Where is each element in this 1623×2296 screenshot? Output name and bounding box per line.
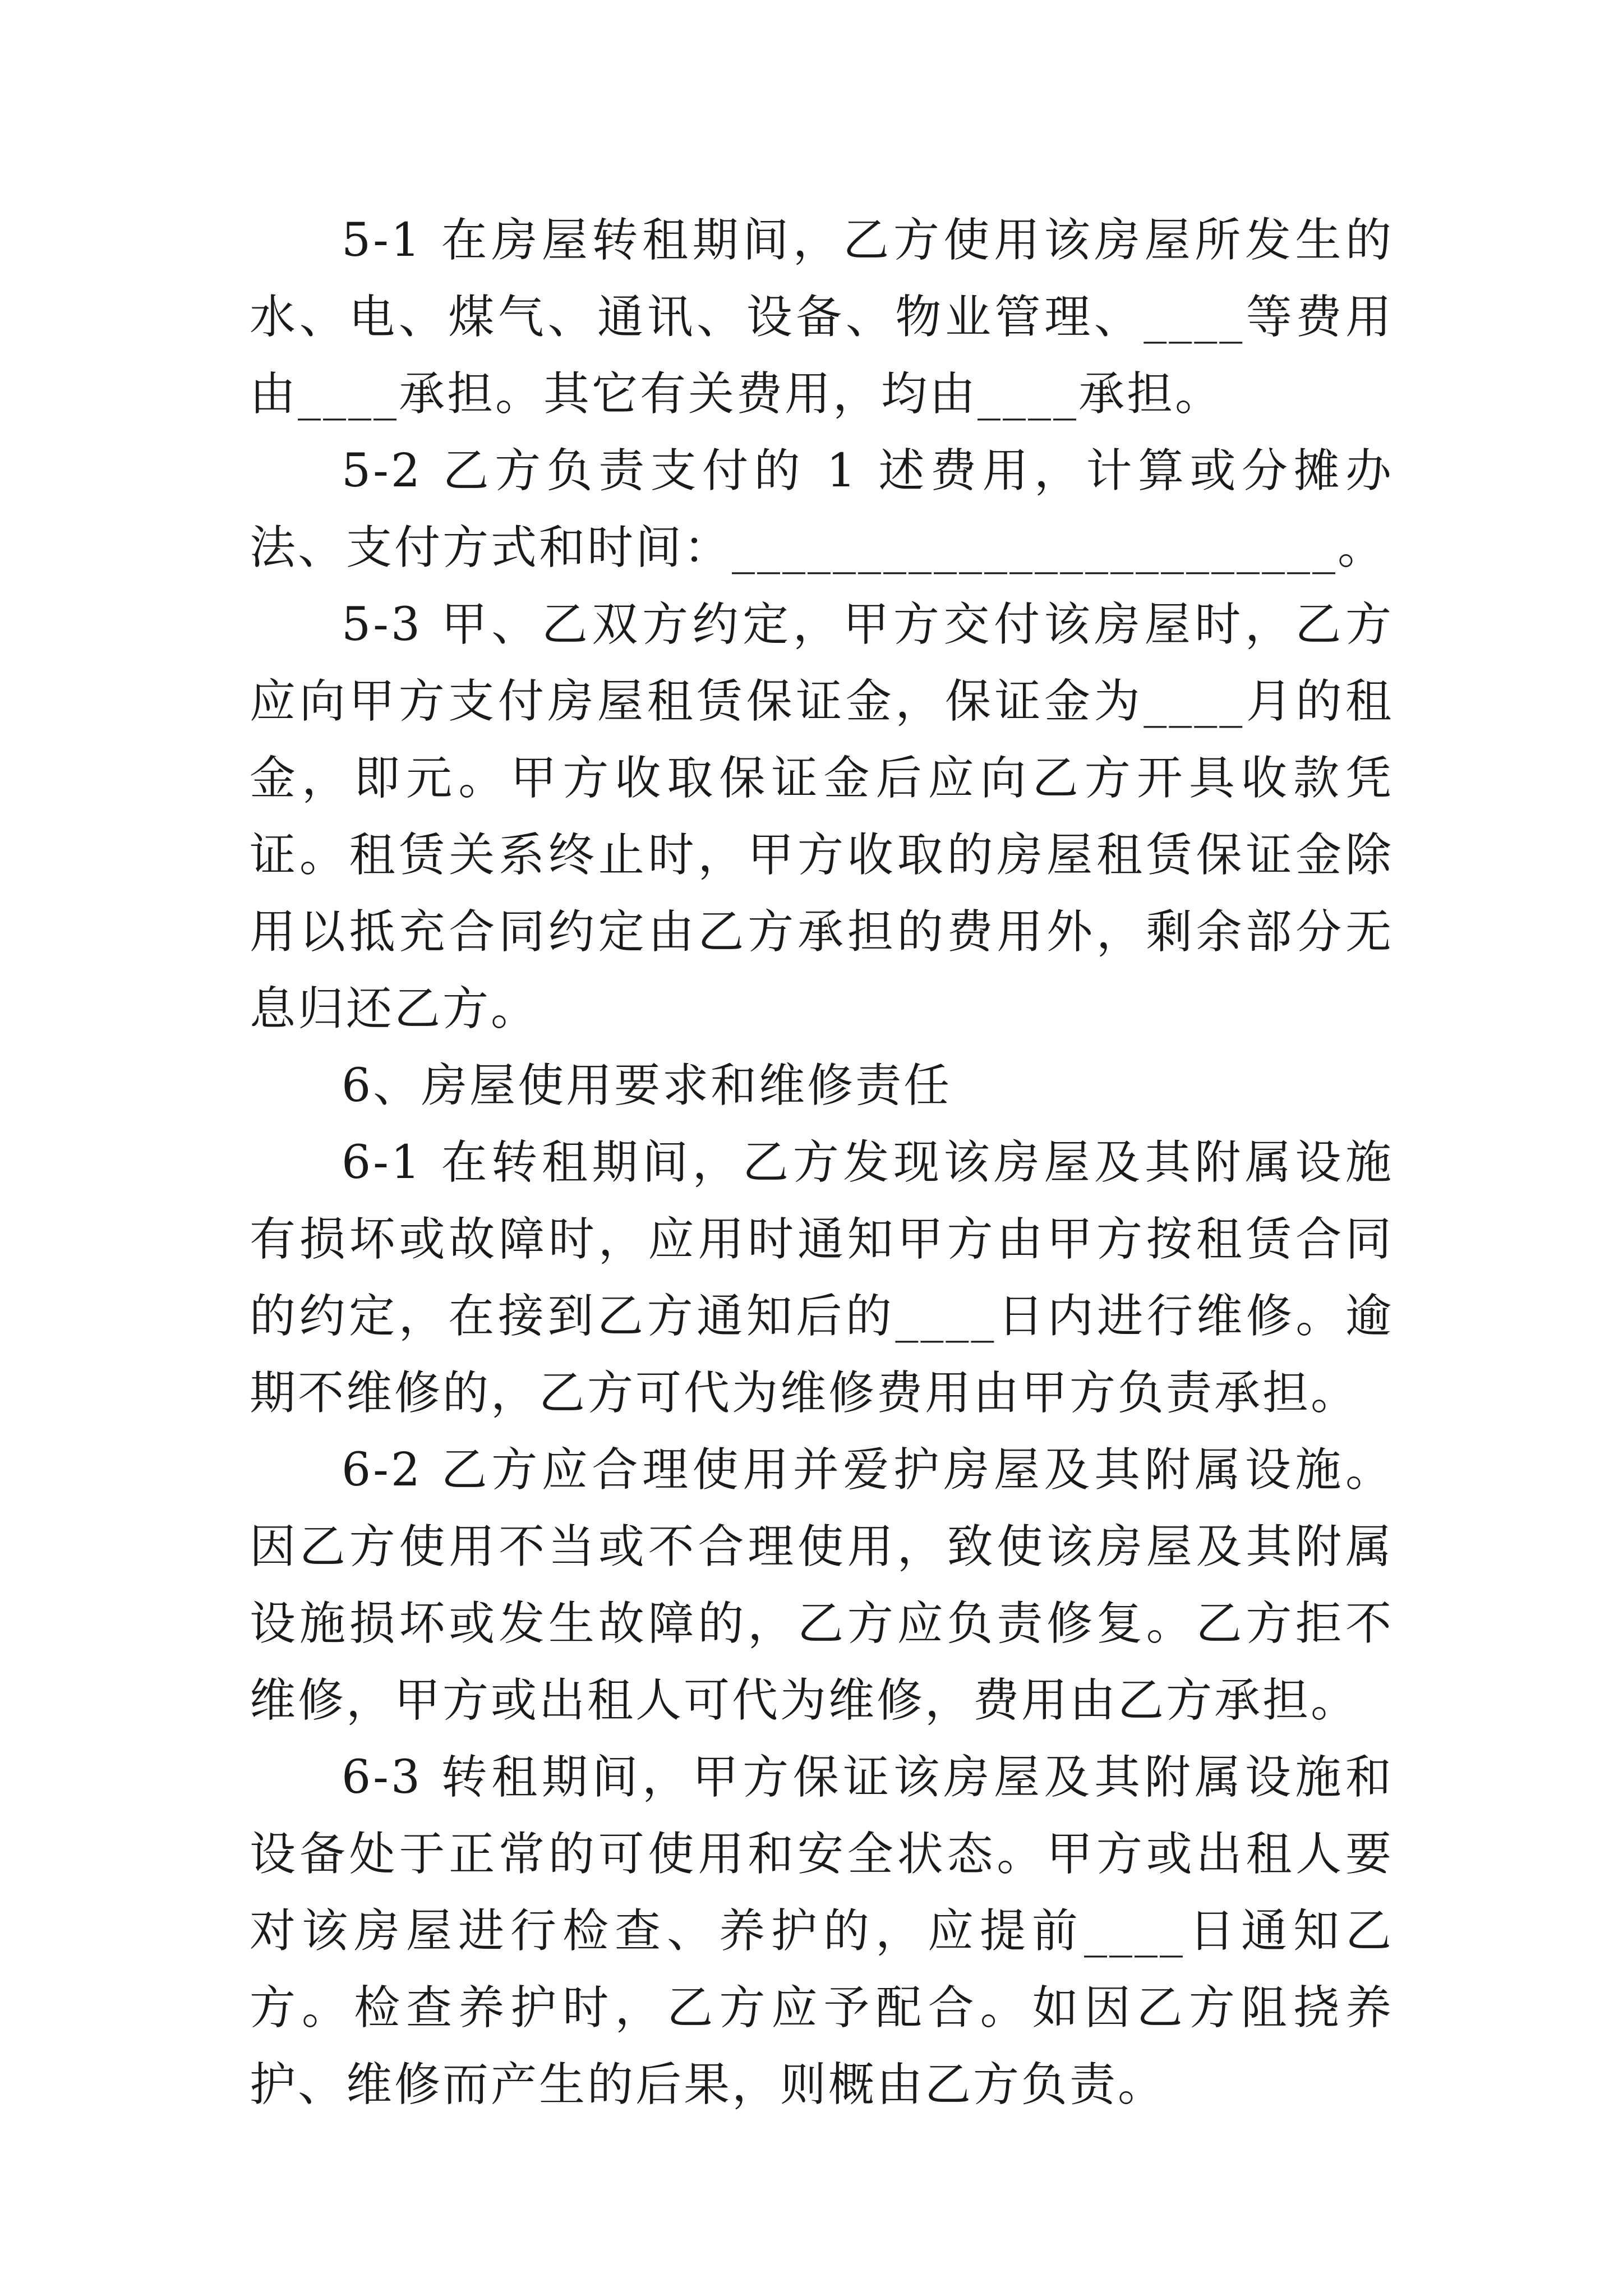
- paragraph-5-3: 5-3 甲、乙双方约定，甲方交付该房屋时，乙方应向甲方支付房屋租赁保证金，保证金为____月的租金，即元。甲方收取保证金后应向乙方开具收款凭证。租赁关系终止时，甲方收取的房屋租赁保证金除用以抵充合同约定由乙方承担的费用外，剩余部分无息归还乙方。: [250, 598, 1394, 1036]
- section-heading-6: 6、房屋使用要求和维修责任: [342, 1059, 952, 1112]
- paragraph-6-2: 6-2 乙方应合理使用并爱护房屋及其附属设施。因乙方使用不当或不合理使用，致使该房屋及其附属设施损坏或发生故障的，乙方应负责修复。乙方拒不维修，甲方或出租人可代为维修，费用由乙方承担。: [250, 1443, 1394, 1727]
- paragraph-6-3: 6-3 转租期间，甲方保证该房屋及其附属设施和设备处于正常的可使用和安全状态。甲方或出租人要对该房屋进行检查、养护的，应提前____日通知乙方。检查养护时，乙方应予配合。如因乙方阻挠养护、维修而产生的后果，则概由乙方负责。: [250, 1751, 1394, 2111]
- paragraph-6-1: 6-1 在转租期间，乙方发现该房屋及其附属设施有损坏或故障时，应用时通知甲方由甲方按租赁合同的约定，在接到乙方通知后的____日内进行维修。逾期不维修的，乙方可代为维修费用由甲方负责承担。: [250, 1136, 1394, 1420]
- paragraph-5-2: 5-2 乙方负责支付的 1 述费用，计算或分摊办法、支付方式和时间：________________________。: [250, 444, 1394, 574]
- document-body: [250, 202, 1394, 2123]
- paragraph-5-1: 5-1 在房屋转租期间，乙方使用该房屋所发生的水、电、煤气、通讯、设备、物业管理、____等费用由____承担。其它有关费用，均由____承担。: [250, 214, 1394, 421]
